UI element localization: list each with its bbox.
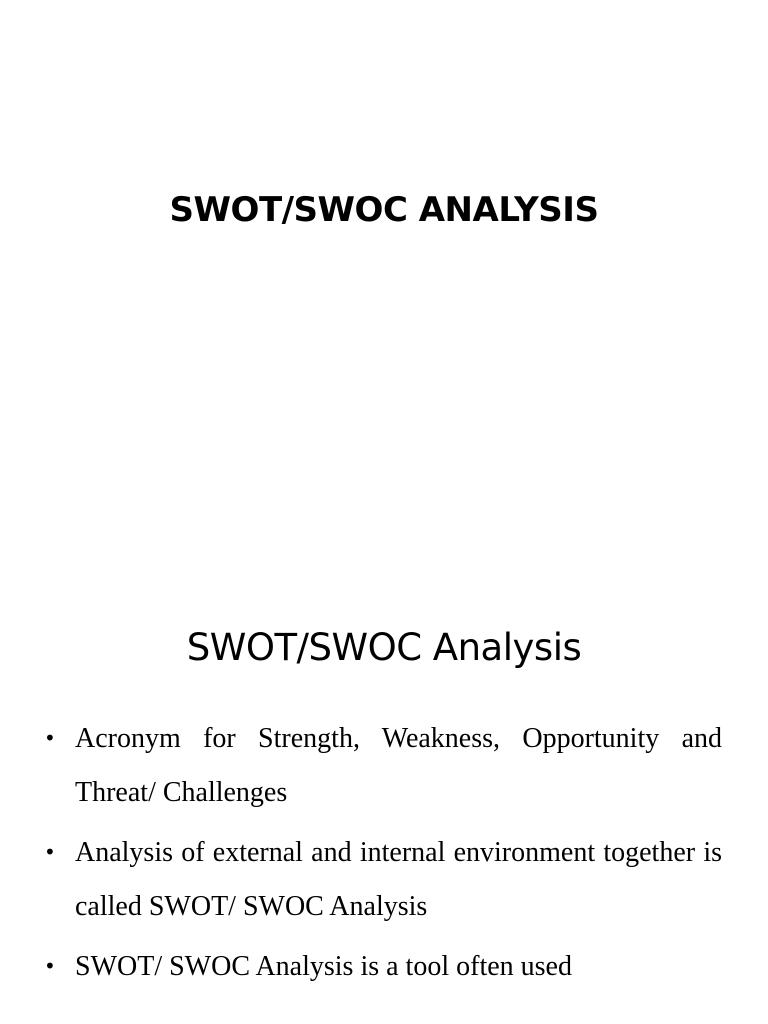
title-slide-heading: SWOT/SWOC ANALYSIS	[169, 190, 599, 230]
content-slide-heading: SWOT/SWOC Analysis	[186, 626, 582, 669]
bullet-item	[44, 940, 722, 994]
bullet-item	[44, 712, 722, 819]
bullet-icon: •	[44, 954, 56, 978]
bullet-text: SWOT/ SWOC Analysis is a tool often used	[75, 951, 572, 982]
bullet-text: Analysis of external and internal environment together is called SWOT/ SWOC Analysis	[75, 837, 722, 922]
bullet-text: Acronym for Strength, Weakness, Opportunity and Threat/ Challenges	[75, 723, 722, 808]
bullet-icon: •	[44, 840, 56, 864]
content-slide	[0, 576, 768, 1024]
bullet-list	[44, 712, 722, 1001]
bullet-item	[44, 826, 722, 933]
bullet-icon: •	[44, 726, 56, 750]
